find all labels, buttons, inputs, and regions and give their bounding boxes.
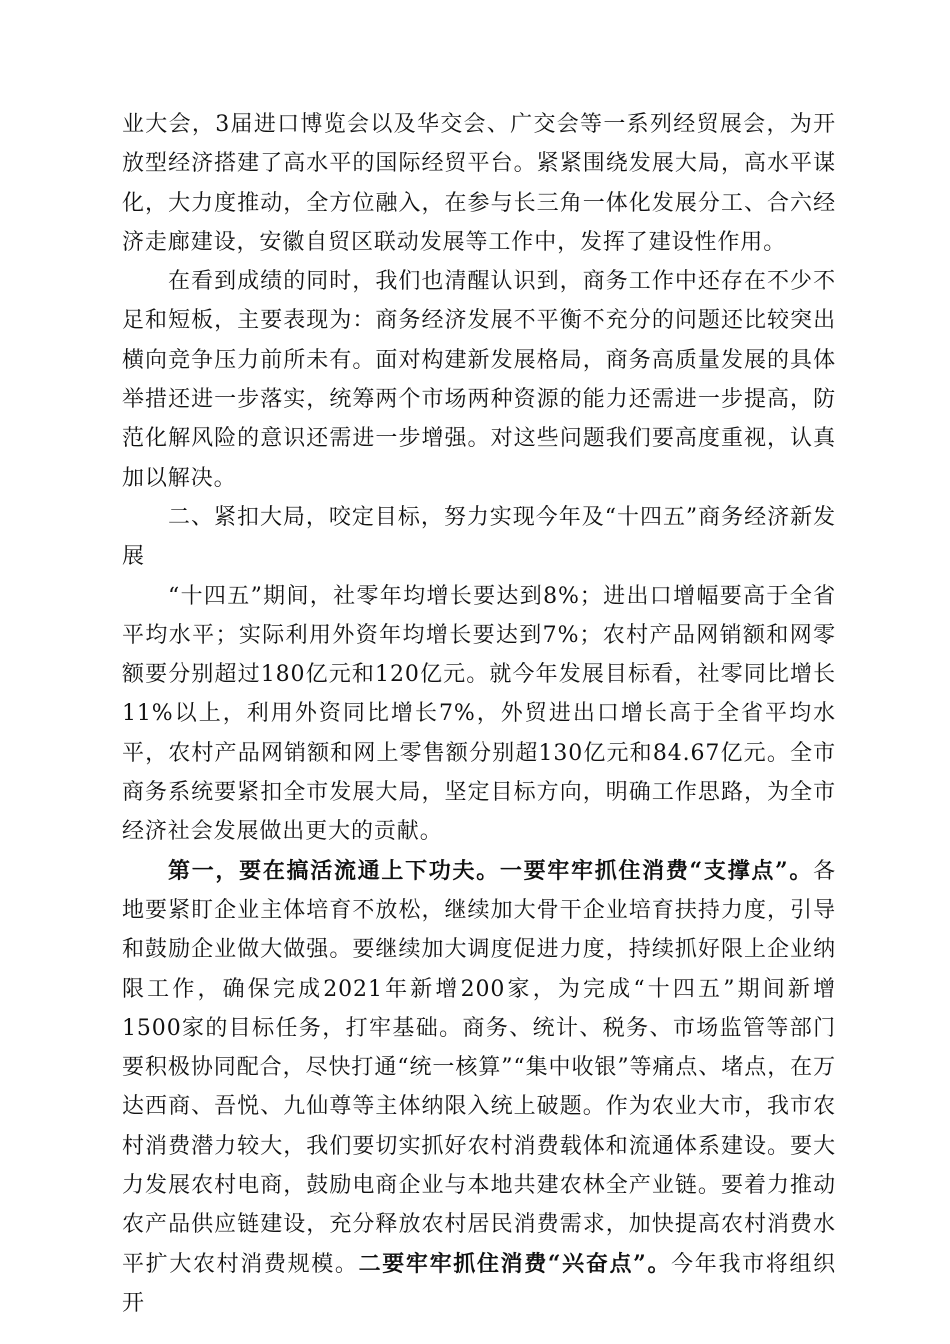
section-heading-2	[122, 498, 836, 577]
paragraph-targets-text: “十四五”期间，社零年均增长要达到8%；进出口增幅要高于全省平均水平；实际利用外资年均增长要达到7%；农村产品网销额和网零额要分别超过180亿元和120亿元。就今年发展目标看，社零同比增长11%以上，利用外资同比增长7%，外贸进出口增长高于全省平均水平，农村产品网销额和网上零售额分别超130亿元和84.67亿元。全市商务系统要紧扣全市发展大局，坚定目标方向，明确工作思路，为全市经济社会发展做出更大的贡献。	[122, 583, 836, 845]
paragraph-1-text: 业大会，3届进口博览会以及华交会、广交会等一系列经贸展会，为开放型经济搭建了高水平的国际经贸平台。紧紧围绕发展大局，高水平谋化，大力度推动，全方位融入，在参与长三角一体化发展分工、合六经济走廊建设，安徽自贸区联动发展等工作中，发挥了建设性作用。	[122, 112, 836, 255]
first-task-body: 各地要紧盯企业主体培育不放松，继续加大骨干企业培育扶持力度，引导和鼓励企业做大做强。要继续加大调度促进力度，持续抓好限上企业纳限工作，确保完成2021年新增200家，为完成“十四五”期间新增1500家的目标任务，打牢基础。商务、统计、税务、市场监管等部门要积极协同配合，尽快打通“统一核算”“集中收银”等痛点、堵点，在万达西商、吾悦、九仙尊等主体纳限入统上破题。作为农业大市，我市农村消费潜力较大，我们要切实抓好农村消费载体和流通体系建设。要大力发展农村电商，鼓励电商企业与本地共建农林全产业链。要着力推动农产品供应链建设，充分释放农村居民消费需求，加快提高农村消费水平扩大农村消费规模。	[122, 858, 836, 1277]
second-point-heading: 二要牢牢抓住消费“兴奋点”。	[358, 1250, 672, 1277]
section-heading-2-text: 二、紧扣大局，咬定目标，努力实现今年及“十四五”商务经济新发展	[122, 504, 836, 570]
paragraph-1	[122, 105, 836, 262]
paragraph-targets	[122, 577, 836, 852]
paragraph-first-task	[122, 852, 836, 1324]
document-body	[122, 105, 836, 1323]
second-point-body: 今年我市将组织开	[122, 1251, 836, 1316]
paragraph-2-text: 在看到成绩的同时，我们也清醒认识到，商务工作中还存在不少不足和短板，主要表现为：商务经济发展不平衡不充分的问题还比较突出横向竞争压力前所未有。面对构建新发展格局，商务高质量发展的具体举措还进一步落实，统筹两个市场两种资源的能力还需进一步提高，防范化解风险的意识还需进一步增强。对这些问题我们要高度重视，认真加以解决。	[122, 269, 836, 491]
first-task-heading: 第一，要在搞活流通上下功夫。一要牢牢抓住消费“支撑点”。	[168, 857, 814, 884]
paragraph-2	[122, 262, 836, 498]
